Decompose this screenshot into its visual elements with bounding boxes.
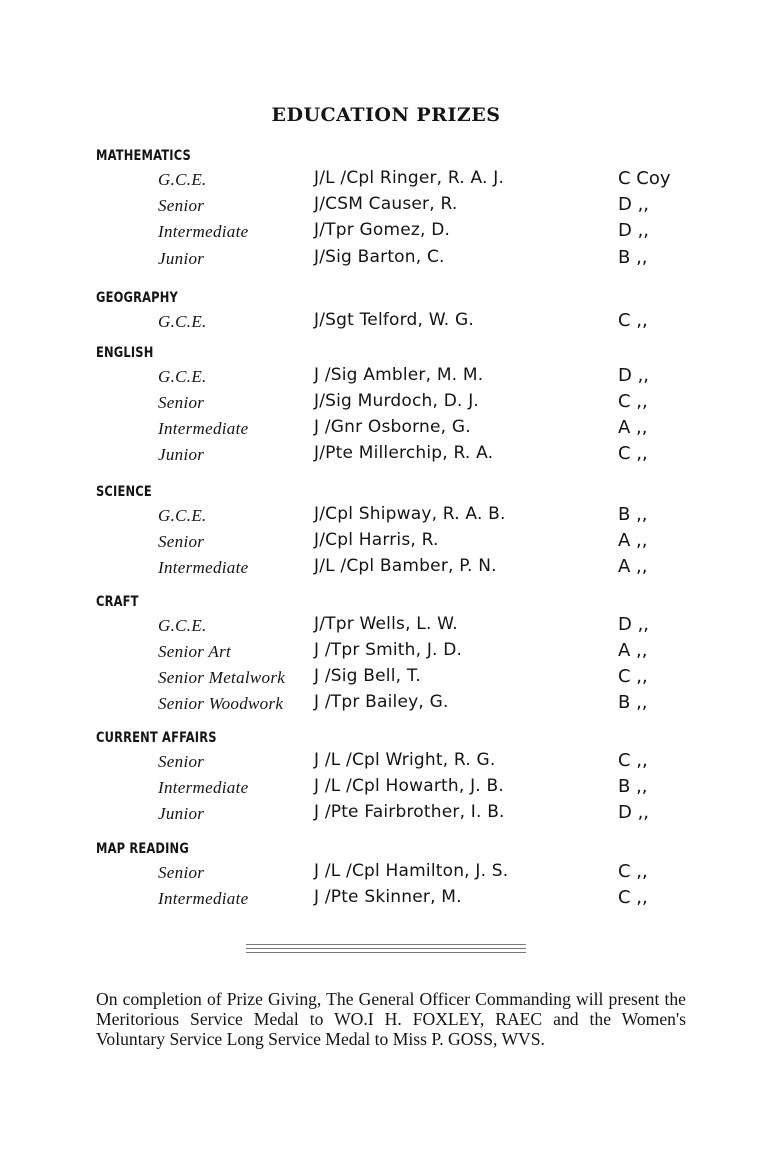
prize-winner: J /L /Cpl Hamilton, J. S. [314, 861, 509, 881]
prize-row [0, 558, 780, 584]
prize-level: Senior [158, 196, 205, 215]
prize-level: G.C.E. [158, 616, 207, 635]
section-heading: CRAFT [96, 594, 139, 610]
prize-level: Intermediate [158, 889, 249, 908]
prize-row [0, 419, 780, 445]
prize-winner: J /Sig Ambler, M. M. [314, 365, 484, 385]
prize-company: B ,, [618, 776, 648, 797]
prize-winner: J /Pte Skinner, M. [314, 887, 462, 907]
prize-row [0, 616, 780, 642]
prize-level: Intermediate [158, 778, 249, 797]
prize-company: C ,, [618, 391, 648, 412]
prize-row [0, 312, 780, 338]
prize-winner: J /Sig Bell, T. [314, 666, 422, 686]
prize-winner: J/Sig Barton, C. [314, 247, 445, 267]
prize-winner: J/Pte Millerchip, R. A. [314, 443, 494, 463]
prize-row [0, 532, 780, 558]
prize-level: Senior [158, 393, 205, 412]
page-title: EDUCATION PRIZES [271, 104, 501, 126]
prize-winner: J /Gnr Osborne, G. [314, 417, 471, 437]
prize-company: B ,, [618, 504, 648, 525]
prize-level: Intermediate [158, 558, 249, 577]
prize-winner: J/Sgt Telford, W. G. [314, 310, 474, 330]
prize-winner: J/L /Cpl Bamber, P. N. [314, 556, 497, 576]
section-heading: SCIENCE [96, 484, 152, 500]
prize-company: D ,, [618, 614, 650, 635]
prize-winner: J /Tpr Bailey, G. [314, 692, 449, 712]
prize-level: Senior [158, 752, 205, 771]
prize-company: A ,, [618, 640, 648, 661]
prize-company: A ,, [618, 556, 648, 577]
prize-level: Senior Art [158, 642, 232, 661]
divider-rule [246, 952, 526, 953]
prize-company: C ,, [618, 443, 648, 464]
prize-row [0, 778, 780, 804]
prize-company: C Coy [618, 168, 671, 189]
prize-company: D ,, [618, 194, 650, 215]
divider-rule [246, 944, 526, 945]
prize-row [0, 445, 780, 471]
prize-level: Junior [158, 249, 205, 268]
prize-level: Intermediate [158, 222, 249, 241]
prize-row [0, 222, 780, 248]
prize-level: Junior [158, 804, 205, 823]
prize-level: Senior [158, 532, 205, 551]
prize-winner: J/L /Cpl Ringer, R. A. J. [314, 168, 505, 188]
prize-company: C ,, [618, 666, 648, 687]
prize-company: A ,, [618, 530, 648, 551]
prize-level: Senior Metalwork [158, 668, 286, 687]
prize-row [0, 863, 780, 889]
prize-level: G.C.E. [158, 506, 207, 525]
prize-winner: J /L /Cpl Howarth, J. B. [314, 776, 504, 796]
prize-row [0, 642, 780, 668]
prize-row [0, 668, 780, 694]
prize-level: G.C.E. [158, 170, 207, 189]
prize-winner: J /Pte Fairbrother, I. B. [314, 802, 505, 822]
prize-row [0, 889, 780, 915]
prize-level: Senior [158, 863, 205, 882]
prize-winner: J /L /Cpl Wright, R. G. [314, 750, 496, 770]
section-heading: MAP READING [96, 841, 189, 857]
prize-winner: J/Tpr Gomez, D. [314, 220, 451, 240]
prize-company: C ,, [618, 750, 648, 771]
section-heading: CURRENT AFFAIRS [96, 730, 217, 746]
prize-row [0, 249, 780, 275]
prize-row [0, 196, 780, 222]
prize-winner: J/Cpl Harris, R. [314, 530, 439, 550]
divider-rule [246, 948, 526, 949]
prize-winner: J /Tpr Smith, J. D. [314, 640, 463, 660]
section-heading: ENGLISH [96, 345, 154, 361]
prize-row [0, 752, 780, 778]
prize-winner: J/Cpl Shipway, R. A. B. [314, 504, 506, 524]
prize-row [0, 804, 780, 830]
prize-company: D ,, [618, 365, 650, 386]
prize-level: Intermediate [158, 419, 249, 438]
prize-company: A ,, [618, 417, 648, 438]
prize-company: D ,, [618, 220, 650, 241]
prize-level: Senior Woodwork [158, 694, 284, 713]
prize-company: B ,, [618, 692, 648, 713]
prize-row [0, 694, 780, 720]
section-heading: GEOGRAPHY [96, 290, 178, 306]
prize-company: C ,, [618, 887, 648, 908]
prize-row [0, 393, 780, 419]
prize-row [0, 367, 780, 393]
prize-row [0, 506, 780, 532]
prize-company: D ,, [618, 802, 650, 823]
section-heading: MATHEMATICS [96, 148, 191, 164]
prize-level: G.C.E. [158, 367, 207, 386]
prize-company: B ,, [618, 247, 648, 268]
prize-row [0, 170, 780, 196]
prize-level: G.C.E. [158, 312, 207, 331]
prize-winner: J/CSM Causer, R. [314, 194, 458, 214]
prize-level: Junior [158, 445, 205, 464]
prize-winner: J/Sig Murdoch, D. J. [314, 391, 480, 411]
closing-note: On completion of Prize Giving, The General Officer Commanding will present the Meritorious Service Medal to WO.I H. FOXLEY, RAEC and the Women's Voluntary Service Long Service Medal to Miss P. GOSS, WVS. [96, 989, 686, 1049]
prize-company: C ,, [618, 310, 648, 331]
prize-company: C ,, [618, 861, 648, 882]
prize-winner: J/Tpr Wells, L. W. [314, 614, 458, 634]
